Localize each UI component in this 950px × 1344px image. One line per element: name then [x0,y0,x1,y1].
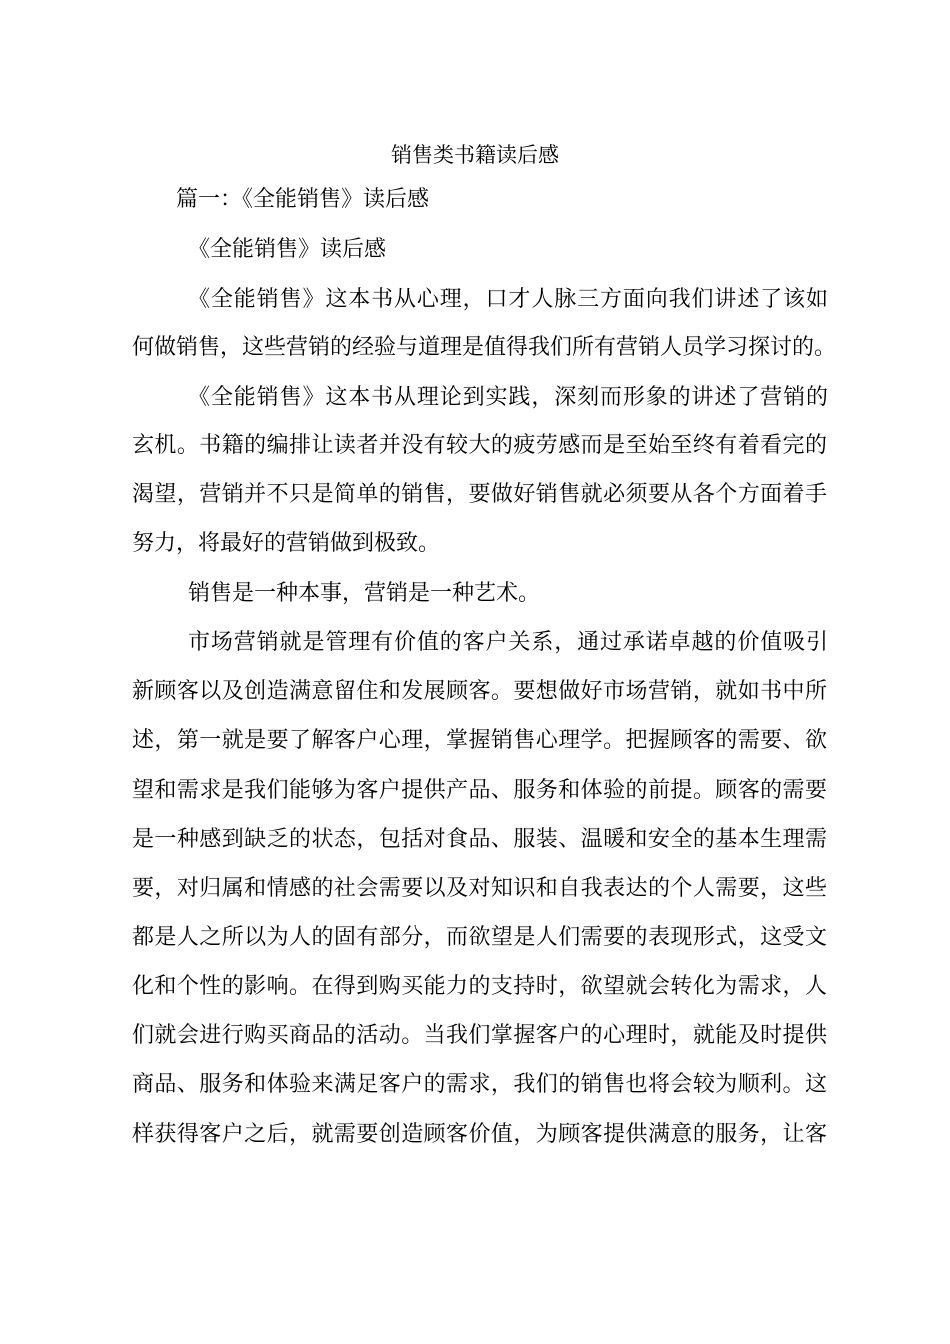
paragraph-4-line-5: 是一种感到缺乏的状态，包括对食品、服装、温暖和安全的基本生理需 [132,827,827,852]
paragraph-4-line-1: 市场营销就是管理有价值的客户关系，通过承诺卓越的价值吸引 [188,630,828,655]
paragraph-4-line-11: 样获得客户之后，就需要创造顾客价值，为顾客提供满意的服务，让客 [132,1122,827,1147]
paragraph-4-line-10: 商品、服务和体验来满足客户的需求，我们的销售也将会较为顺利。这 [132,1072,827,1097]
paragraph-3-line-1: 销售是一种本事，营销是一种艺术。 [188,581,541,606]
paragraph-2-line-1: 《全能销售》这本书从理论到实践，深刻而形象的讲述了营销的 [188,385,828,410]
paragraph-4-line-4: 望和需求是我们能够为客户提供产品、服务和体验的前提。顾客的需要 [132,778,827,803]
paragraph-4-line-8: 化和个性的影响。在得到购买能力的支持时，欲望就会转化为需求，人 [132,974,827,999]
paragraph-1-line-1: 《全能销售》这本书从心理，口才人脉三方面向我们讲述了该如 [188,287,828,312]
paragraph-1-line-2: 何做销售，这些营销的经验与道理是值得我们所有营销人员学习探讨的。 [132,335,837,360]
paragraph-2-line-4: 努力，将最好的营销做到极致。 [132,531,441,556]
paragraph-4-line-6: 要，对归属和情感的社会需要以及对知识和自我表达的个人需要，这些 [132,876,827,901]
paragraph-2-line-2: 玄机。书籍的编排让读者并没有较大的疲劳感而是至始至终有着看完的 [132,433,827,458]
paragraph-4-line-9: 们就会进行购买商品的活动。当我们掌握客户的心理时，就能及时提供 [132,1023,827,1048]
paragraph-2-line-3: 渴望，营销并不只是简单的销售，要做好销售就必须要从各个方面着手 [132,482,827,507]
paragraph-4-line-3: 述，第一就是要了解客户心理，掌握销售心理学。把握顾客的需要、欲 [132,728,827,753]
paragraph-4-line-2: 新顾客以及创造满意留住和发展顾客。要想做好市场营销，就如书中所 [132,679,827,704]
section-heading: 篇一：《全能销售》读后感 [176,187,430,212]
sub-heading: 《全能销售》读后感 [188,237,387,262]
document-title: 销售类书籍读后感 [391,143,559,167]
paragraph-4-line-7: 都是人之所以为人的固有部分，而欲望是人们需要的表现形式，这受文 [132,925,827,950]
